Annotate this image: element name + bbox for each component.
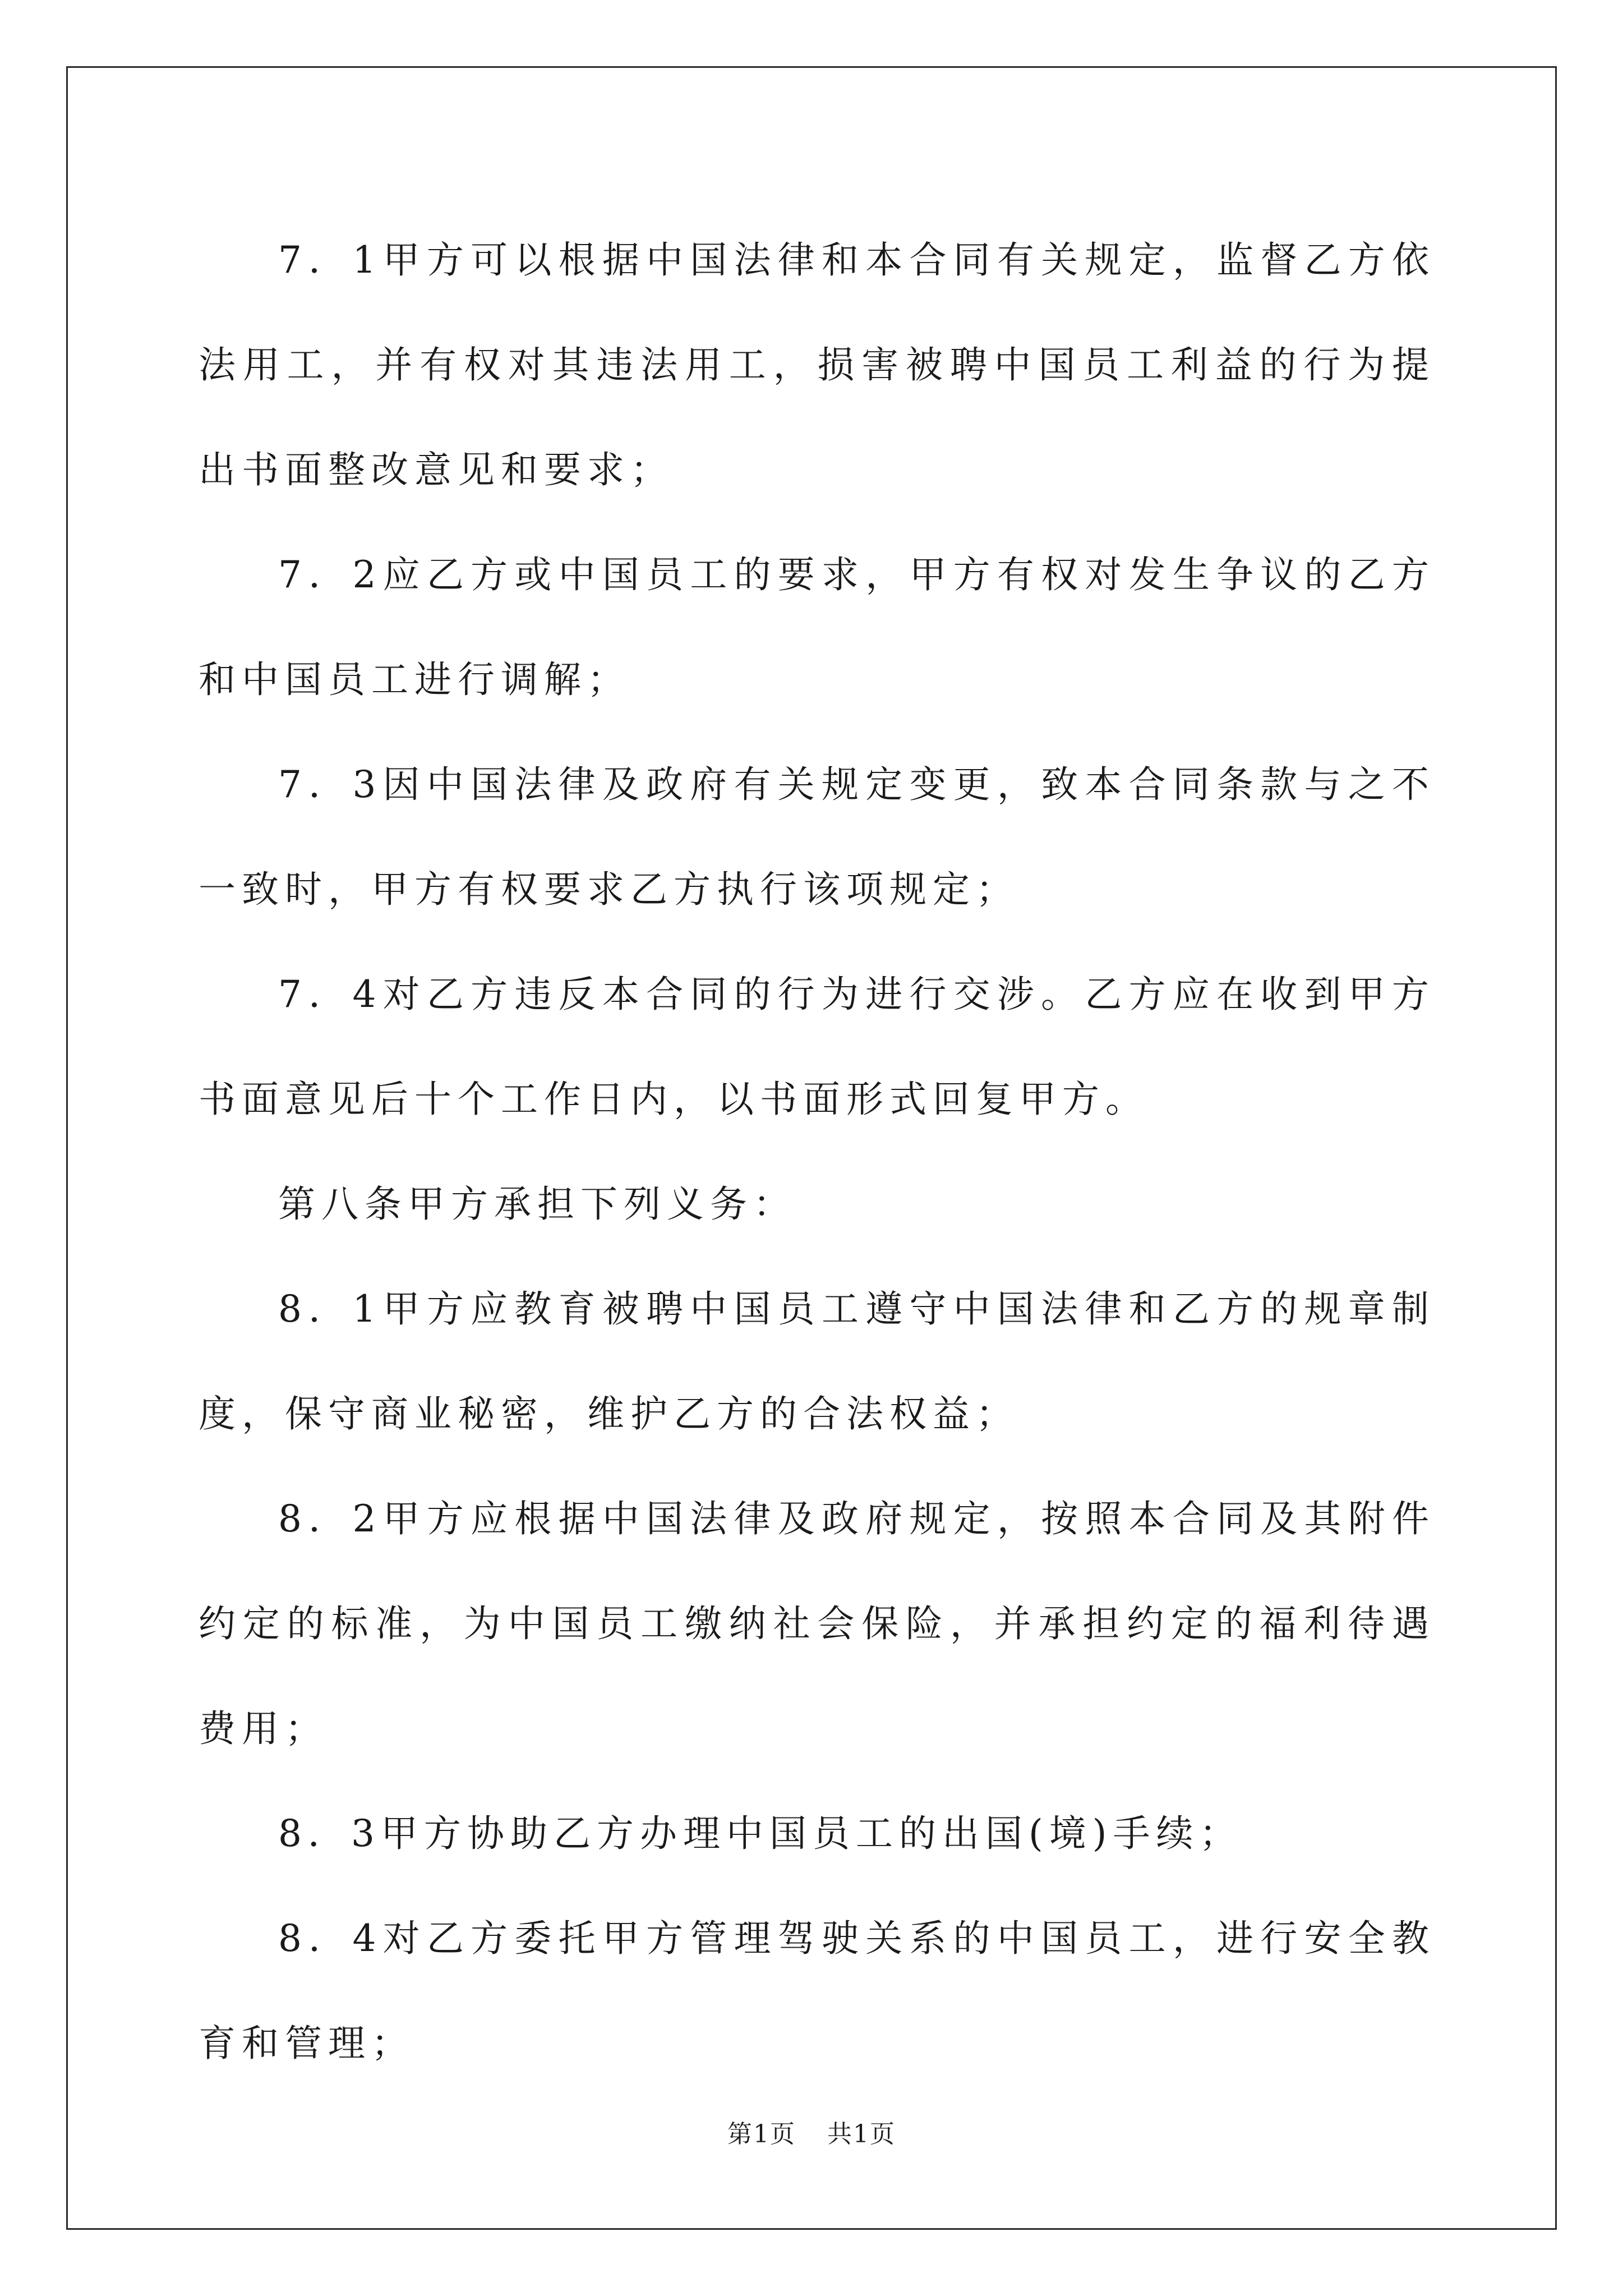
paragraph-7-4: 7．4对乙方违反本合同的行为进行交涉。乙方应在收到甲方书面意见后十个工作日内，以书面形式回复甲方。 bbox=[199, 973, 1435, 1121]
article-8-heading: 第八条甲方承担下列义务： bbox=[278, 1182, 796, 1226]
paragraph-8-4: 8．4对乙方委托甲方管理驾驶关系的中国员工，进行安全教育和管理； bbox=[199, 1917, 1435, 2065]
page-number-current: 第1页 bbox=[727, 2120, 796, 2148]
paragraph-8-1: 8．1甲方应教育被聘中国员工遵守中国法律和乙方的规章制度，保守商业秘密，维护乙方的合法权益； bbox=[199, 1287, 1435, 1435]
paragraph-7-3: 7．3因中国法律及政府有关规定变更，致本合同条款与之不一致时，甲方有权要求乙方执行该项规定； bbox=[199, 763, 1435, 911]
paragraph-7-1: 7．1甲方可以根据中国法律和本合同有关规定，监督乙方依法用工，并有权对其违法用工，损害被聘中国员工利益的行为提出书面整改意见和要求； bbox=[199, 238, 1435, 491]
paragraph-8-3: 8．3甲方协助乙方办理中国员工的出国(境)手续； bbox=[278, 1812, 1243, 1855]
document-body bbox=[199, 208, 1435, 2096]
paragraph-7-2: 7．2应乙方或中国员工的要求，甲方有权对发生争议的乙方和中国员工进行调解； bbox=[199, 553, 1435, 701]
page-number-total: 共1页 bbox=[827, 2120, 896, 2148]
paragraph-8-2: 8．2甲方应根据中国法律及政府规定，按照本合同及其附件约定的标准，为中国员工缴纳社会保险，并承担约定的福利待遇费用； bbox=[199, 1497, 1435, 1750]
page-footer bbox=[0, 2114, 1623, 2150]
